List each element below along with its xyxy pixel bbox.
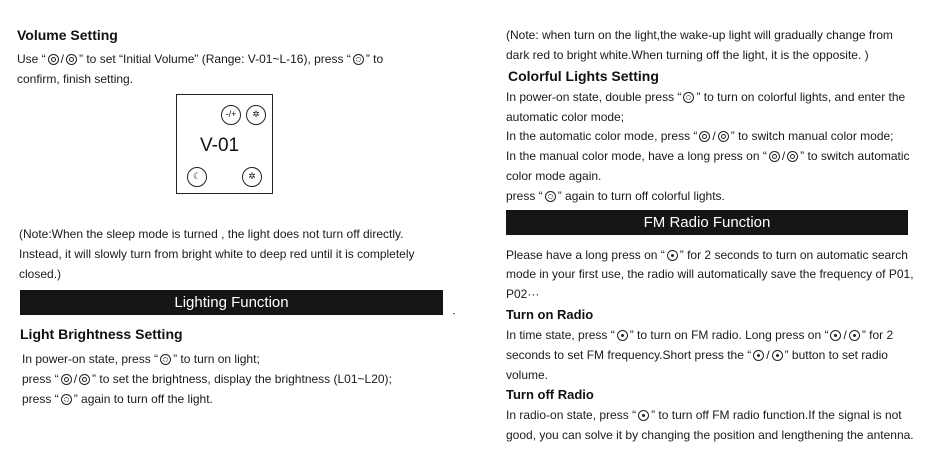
brightness-title: Light Brightness Setting xyxy=(20,326,183,342)
colorful-line6 xyxy=(506,189,725,203)
tune-icon xyxy=(849,330,860,341)
text-seg: ” to switch automatic xyxy=(800,149,910,163)
lighting-function-bar: Lighting Function xyxy=(20,290,443,315)
volume-setting-title: Volume Setting xyxy=(17,27,118,43)
sleep-note-line1: (Note:When the sleep mode is turned , the light does not turn off directly. xyxy=(19,227,404,241)
brightness-line1 xyxy=(22,352,260,366)
plus-minus-key: -/+ xyxy=(221,105,241,125)
sleep-note-line3: closed.) xyxy=(19,267,62,281)
text-seg: In power-on state, double press “ xyxy=(506,90,682,104)
up-down-icon xyxy=(79,374,90,385)
up-down-icon xyxy=(699,131,710,142)
colorful-line1 xyxy=(506,90,905,104)
text-seg: ” to set the brightness, display the brightness (L01~L20); xyxy=(92,372,392,386)
radio-icon xyxy=(638,410,649,421)
text-seg: press “ xyxy=(22,372,59,386)
turn-on-line1: In time state, press “ ” to turn on FM radio. Long press on “ / ” for 2 xyxy=(506,328,894,342)
colorful-line3: In the automatic color mode, press “ / ” to switch manual color mode; xyxy=(506,129,894,143)
text-seg: seconds to set FM frequency.Short press the “ xyxy=(506,348,752,362)
fm-line2: mode in your first use, the radio will automatically save the frequency of P01, xyxy=(506,267,914,281)
up-down-icon xyxy=(718,131,729,142)
radio-icon xyxy=(667,250,678,261)
wakeup-note-line2: dark red to bright white.When turning off the light, it is the opposite. ) xyxy=(506,48,869,62)
text-seg: press “ xyxy=(22,392,59,406)
turn-off-radio-title: Turn off Radio xyxy=(506,387,594,402)
text-seg: ” to turn off FM radio function.If the signal is not xyxy=(651,408,902,422)
up-down-icon xyxy=(66,54,77,65)
turn-on-line2: seconds to set FM frequency.Short press the “ / ” button to set radio xyxy=(506,348,888,362)
colorful-line2: automatic color mode; xyxy=(506,110,625,124)
up-down-icon xyxy=(48,54,59,65)
light-icon xyxy=(61,394,72,405)
light-icon xyxy=(545,191,556,202)
margin-mark xyxy=(453,313,455,314)
text-seg: ” to set “Initial Volume” (Range: V-01~L-16), press “ xyxy=(79,52,351,66)
fm-line3: P02··· xyxy=(506,287,540,301)
tune-icon xyxy=(830,330,841,341)
sleep-note-line2: Instead, it will slowly turn from bright white to deep red until it is completely xyxy=(19,247,415,261)
colorful-lights-title: Colorful Lights Setting xyxy=(508,68,659,84)
light-key-icon: ✲ xyxy=(242,167,262,187)
colorful-line4: In the manual color mode, have a long press on “ / ” to switch automatic xyxy=(506,149,910,163)
turn-on-radio-title: Turn on Radio xyxy=(506,307,594,322)
tune-icon xyxy=(753,350,764,361)
wakeup-note-line1: (Note: when turn on the light,the wake-up light will gradually change from xyxy=(506,28,893,42)
confirm-key-icon: ✲ xyxy=(246,105,266,125)
text-seg: In radio-on state, press “ xyxy=(506,408,637,422)
fm-line1 xyxy=(506,248,908,262)
turn-on-line3: volume. xyxy=(506,368,549,382)
text-seg: In power-on state, press “ xyxy=(22,352,159,366)
sleep-moon-icon: ☾ xyxy=(187,167,207,187)
light-icon xyxy=(683,92,694,103)
volume-text-line2: confirm, finish setting. xyxy=(17,72,134,86)
colorful-line5: color mode again. xyxy=(506,169,602,183)
text-seg: ” again to turn off the light. xyxy=(73,392,213,406)
text-seg: ” for 2 xyxy=(861,328,894,342)
volume-display-diagram xyxy=(176,94,273,194)
up-down-icon xyxy=(787,151,798,162)
volume-text-line1: Use “ / ” to set “Initial Volume” (Range: V-01~L-16), press “ ” to xyxy=(17,52,384,66)
text-seg: ” to turn on FM radio. Long press on “ xyxy=(629,328,829,342)
text-seg: In the manual color mode, have a long press on “ xyxy=(506,149,767,163)
light-icon xyxy=(160,354,171,365)
text-seg: press “ xyxy=(506,189,543,203)
text-seg: ” for 2 seconds to turn on automatic search xyxy=(679,248,908,262)
text-seg: ” to xyxy=(365,52,384,66)
text-seg: Use “ xyxy=(17,52,46,66)
text-seg: ” button to set radio xyxy=(784,348,888,362)
brightness-line2: press “ / ” to set the brightness, display the brightness (L01~L20); xyxy=(22,372,392,386)
turn-off-line2: good, you can solve it by changing the position and lengthening the antenna. xyxy=(506,428,914,442)
brightness-line3 xyxy=(22,392,213,406)
text-seg: Please have a long press on “ xyxy=(506,248,665,262)
text-seg: In the automatic color mode, press “ xyxy=(506,129,698,143)
text-seg: ” to turn on colorful lights, and enter the xyxy=(696,90,906,104)
radio-icon xyxy=(617,330,628,341)
up-down-icon xyxy=(61,374,72,385)
confirm-icon xyxy=(353,54,364,65)
text-seg: In time state, press “ xyxy=(506,328,615,342)
text-seg: ” to switch manual color mode; xyxy=(730,129,894,143)
fm-radio-bar: FM Radio Function xyxy=(506,210,908,235)
tune-icon xyxy=(772,350,783,361)
text-seg: ” again to turn off colorful lights. xyxy=(557,189,725,203)
text-seg: ” to turn on light; xyxy=(173,352,260,366)
up-down-icon xyxy=(769,151,780,162)
display-value: V-01 xyxy=(200,135,240,156)
turn-off-line1 xyxy=(506,408,902,422)
